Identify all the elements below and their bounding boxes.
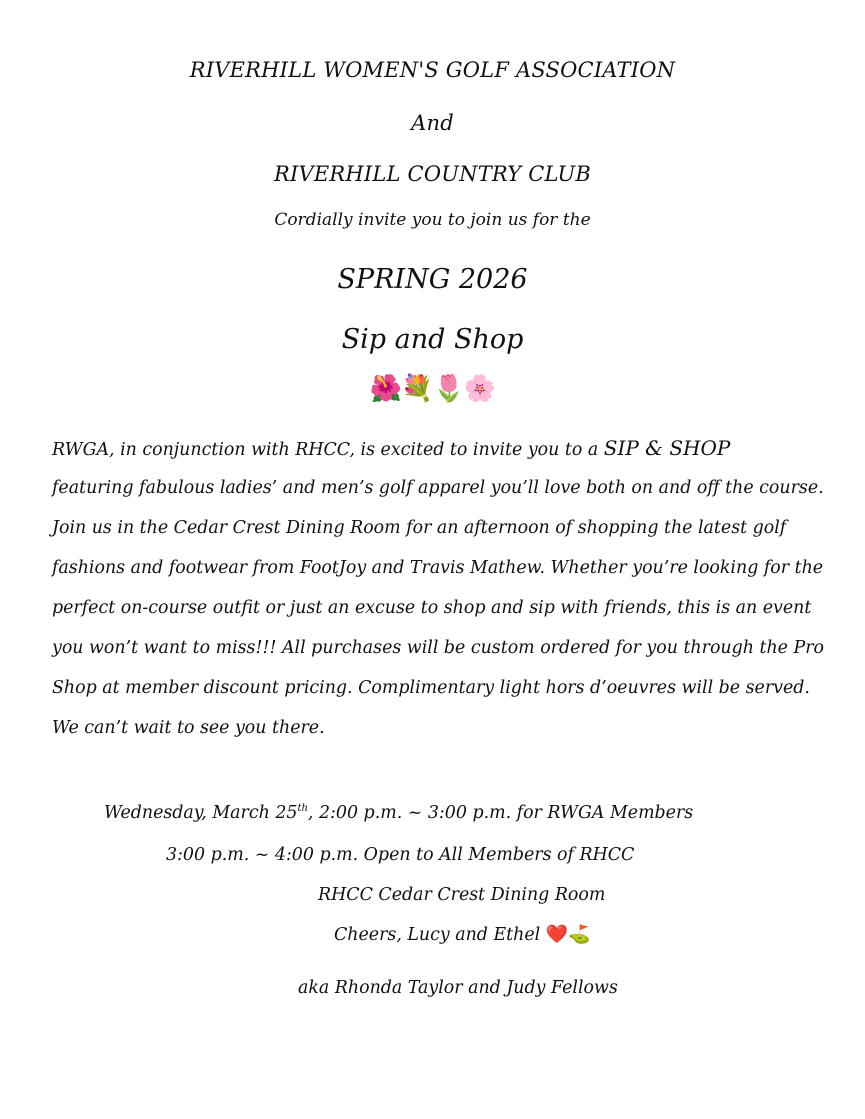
flower-emoji-icons: 🌺💐🌷🌸 <box>369 374 496 404</box>
header-rhcc: RIVERHILL COUNTRY CLUB <box>273 162 592 186</box>
desc-line-1: RWGA, in conjunction with RHCC, is excited to invite you to a SIP & SHOP <box>52 436 731 460</box>
desc-line-8: We can’t wait to see you there. <box>52 718 325 738</box>
aka-names: aka Rhonda Taylor and Judy Fellows <box>298 978 618 998</box>
description-paragraph <box>52 428 832 748</box>
signoff: Cheers, Lucy and Ethel ❤️⛳ <box>334 924 591 945</box>
desc-line-3: Join us in the Cedar Crest Dining Room for an afternoon of shopping the latest golf <box>52 518 787 538</box>
desc-line-2: featuring fabulous ladies’ and men’s golf apparel you’ll love both on and off the course. <box>52 478 824 498</box>
event-location: RHCC Cedar Crest Dining Room <box>318 885 606 905</box>
event-open-time: 3:00 p.m. ~ 4:00 p.m. Open to All Members of RHCC <box>166 845 635 865</box>
invite-line: Cordially invite you to join us for the <box>274 210 591 230</box>
heart-golf-emoji-icons: ❤️⛳ <box>545 924 591 945</box>
header-and: And <box>411 111 454 135</box>
event-title: Sip and Shop <box>341 324 524 355</box>
event-date-time: Wednesday, March 25th, 2:00 p.m. ~ 3:00 p.m. for RWGA Members <box>104 803 694 823</box>
sip-shop-emphasis: SIP & SHOP <box>603 436 731 460</box>
header-rwga: RIVERHILL WOMEN'S GOLF ASSOCIATION <box>189 58 676 82</box>
desc-line-7: Shop at member discount pricing. Complimentary light hors d’oeuvres will be served. <box>52 678 810 698</box>
desc-line-4: fashions and footwear from FootJoy and Travis Mathew. Whether you’re looking for the <box>52 558 824 578</box>
desc-line-6: you won’t want to miss!!! All purchases will be custom ordered for you through the Pro <box>52 638 824 658</box>
desc-line-5: perfect on-course outfit or just an excuse to shop and sip with friends, this is an event <box>52 598 812 618</box>
season-title: SPRING 2026 <box>337 264 528 295</box>
